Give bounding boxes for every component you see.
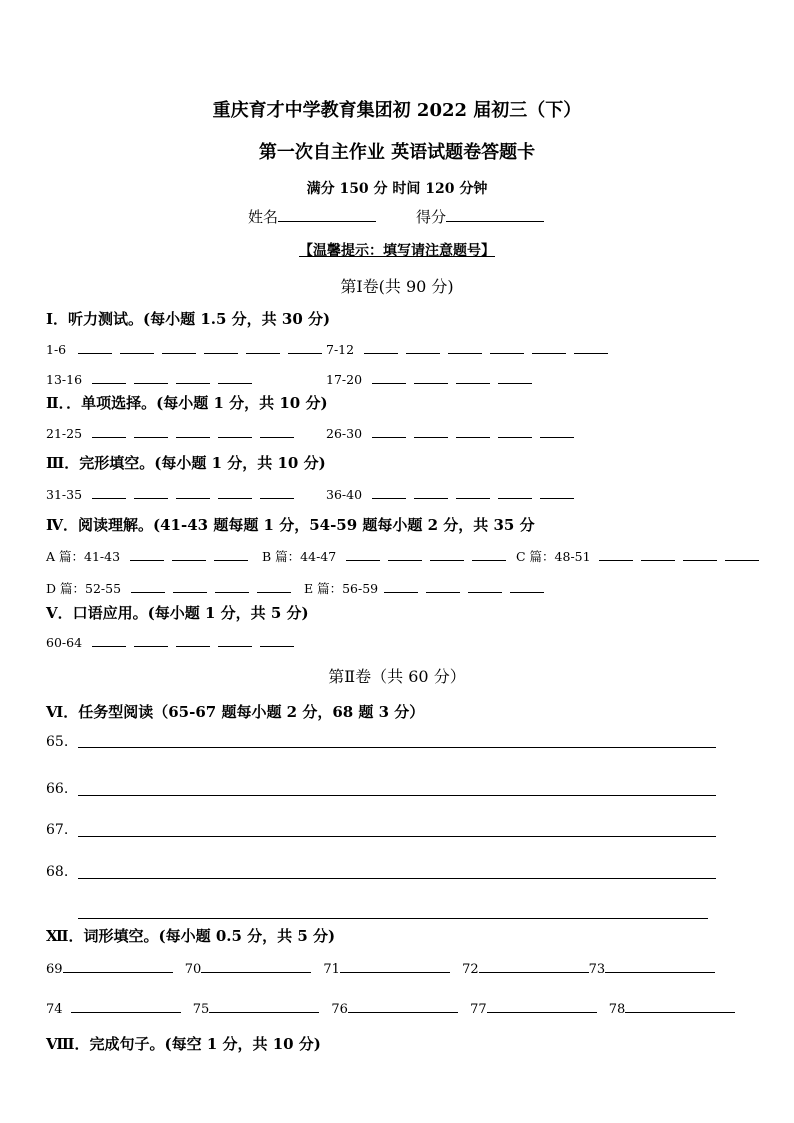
answer-line-67[interactable] [78,836,716,837]
answer-blank[interactable] [218,423,252,438]
answer-row-26-30: 26-30 [326,423,574,441]
answer-blank[interactable] [173,578,207,593]
answer-row-d-passage: D 篇：52-55 [46,578,291,597]
answer-blank[interactable] [92,369,126,384]
answer-blank[interactable] [574,339,608,354]
score-field[interactable] [416,206,544,227]
answer-blank[interactable] [92,423,126,438]
answer-blank[interactable] [204,339,238,354]
section-complete-sentences: Ⅷ．完成句子。(每空 1 分，共 10 分) [46,1035,321,1053]
question-65-label: 65. [46,734,69,750]
answer-blank[interactable] [456,369,490,384]
answer-blank[interactable] [288,339,322,354]
title-line-2: 第一次自主作业 英语试题卷答题卡 [258,142,536,163]
answer-blank[interactable] [131,578,165,593]
answer-blank[interactable] [532,339,566,354]
answer-blank[interactable] [388,546,422,561]
answer-row-31-35: 31-35 [46,484,294,502]
answer-blank[interactable] [134,632,168,647]
answer-row-1-6: 1-6 [46,339,322,357]
answer-blank[interactable] [372,423,406,438]
answer-blank[interactable] [605,958,715,973]
title-line-1: 重庆育才中学教育集团初 2022 届初三（下） [212,100,582,121]
answer-blank[interactable] [372,484,406,499]
answer-line-65[interactable] [78,747,716,748]
answer-line-68[interactable] [78,878,716,879]
answer-blank[interactable] [472,546,506,561]
answer-blank[interactable] [176,423,210,438]
answer-blank[interactable] [162,339,196,354]
answer-row-21-25: 21-25 [46,423,294,441]
answer-blank[interactable] [78,339,112,354]
answer-blank[interactable] [406,339,440,354]
name-blank[interactable] [278,207,376,222]
answer-row-a-passage: A 篇：41-43 [46,546,248,565]
answer-line-68-cont[interactable] [78,918,708,919]
answer-blank[interactable] [176,484,210,499]
answer-blank[interactable] [426,578,460,593]
answer-blank[interactable] [372,369,406,384]
section-listening: Ⅰ．听力测试。(每小题 1.5 分，共 30 分) [46,310,331,328]
answer-blank[interactable] [260,632,294,647]
answer-row-7-12: 7-12 [326,339,608,357]
score-blank[interactable] [446,207,544,222]
answer-blank[interactable] [540,484,574,499]
answer-blank[interactable] [340,958,450,973]
answer-blank[interactable] [218,632,252,647]
answer-blank[interactable] [134,484,168,499]
answer-blank[interactable] [599,546,633,561]
section-word-forms: Ⅻ．词形填空。(每小题 0.5 分，共 5 分) [46,927,336,945]
answer-blank[interactable] [63,958,173,973]
answer-blank[interactable] [414,484,448,499]
answer-blank[interactable] [479,958,589,973]
answer-blank[interactable] [468,578,502,593]
answer-row-e-passage: E 篇：56-59 [304,578,544,597]
answer-blank[interactable] [625,998,735,1013]
answer-blank[interactable] [448,339,482,354]
answer-blank[interactable] [498,484,532,499]
answer-blank[interactable] [92,484,126,499]
answer-blank[interactable] [134,423,168,438]
answer-blank[interactable] [540,423,574,438]
question-68-label: 68. [46,864,69,880]
section-reading: Ⅳ．阅读理解。(41-43 题每题 1 分，54-59 题每小题 2 分，共 35 分 [46,516,535,534]
name-field[interactable] [248,206,376,227]
section-task-reading: Ⅵ．任务型阅读（65-67 题每小题 2 分，68 题 3 分） [46,703,425,721]
word-form-row-1: 69 70 71 72 73 [46,958,715,977]
answer-blank[interactable] [456,484,490,499]
answer-blank[interactable] [346,546,380,561]
score-label: 得分 [416,208,447,226]
section-oral: Ⅴ．口语应用。(每小题 1 分，共 5 分) [46,604,309,622]
question-67-label: 67. [46,822,69,838]
answer-blank[interactable] [364,339,398,354]
tip: 【温馨提示：填写请注意题号】 [299,243,495,259]
name-label: 姓名 [248,208,279,226]
answer-blank[interactable] [134,369,168,384]
answer-blank[interactable] [176,369,210,384]
answer-blank[interactable] [384,578,418,593]
answer-blank[interactable] [246,339,280,354]
answer-blank[interactable] [176,632,210,647]
answer-blank[interactable] [120,339,154,354]
answer-blank[interactable] [215,578,249,593]
answer-row-60-64: 60-64 [46,632,294,650]
answer-blank[interactable] [209,998,319,1013]
answer-blank[interactable] [71,998,181,1013]
answer-blank[interactable] [92,632,126,647]
answer-blank[interactable] [214,546,248,561]
answer-line-66[interactable] [78,795,716,796]
question-66-label: 66. [46,781,69,797]
answer-blank[interactable] [725,546,759,561]
answer-blank[interactable] [487,998,597,1013]
answer-blank[interactable] [683,546,717,561]
part1-title: 第Ⅰ卷(共 90 分) [340,277,454,296]
part2-title: 第Ⅱ卷（共 60 分） [328,667,466,686]
answer-blank[interactable] [172,546,206,561]
answer-blank[interactable] [498,369,532,384]
answer-blank[interactable] [510,578,544,593]
answer-blank[interactable] [348,998,458,1013]
answer-row-13-16: 13-16 [46,369,252,387]
answer-blank[interactable] [218,369,252,384]
answer-blank[interactable] [414,369,448,384]
answer-blank[interactable] [498,423,532,438]
answer-blank[interactable] [260,484,294,499]
answer-row-36-40: 36-40 [326,484,574,502]
answer-blank[interactable] [414,423,448,438]
answer-blank[interactable] [641,546,675,561]
word-form-row-2: 74 75 76 77 78 [46,998,735,1017]
answer-row-17-20: 17-20 [326,369,532,387]
answer-row-b-passage: B 篇：44-47 [262,546,506,565]
answer-blank[interactable] [456,423,490,438]
section-single-choice: Ⅱ．．单项选择。(每小题 1 分，共 10 分) [46,394,328,412]
score-time: 满分 150 分 时间 120 分钟 [306,181,488,197]
answer-blank[interactable] [430,546,464,561]
section-cloze: Ⅲ．完形填空。(每小题 1 分，共 10 分) [46,454,326,472]
answer-blank[interactable] [201,958,311,973]
answer-blank[interactable] [130,546,164,561]
answer-blank[interactable] [257,578,291,593]
answer-blank[interactable] [490,339,524,354]
answer-blank[interactable] [218,484,252,499]
answer-row-c-passage: C 篇：48-51 [516,546,759,565]
answer-blank[interactable] [260,423,294,438]
